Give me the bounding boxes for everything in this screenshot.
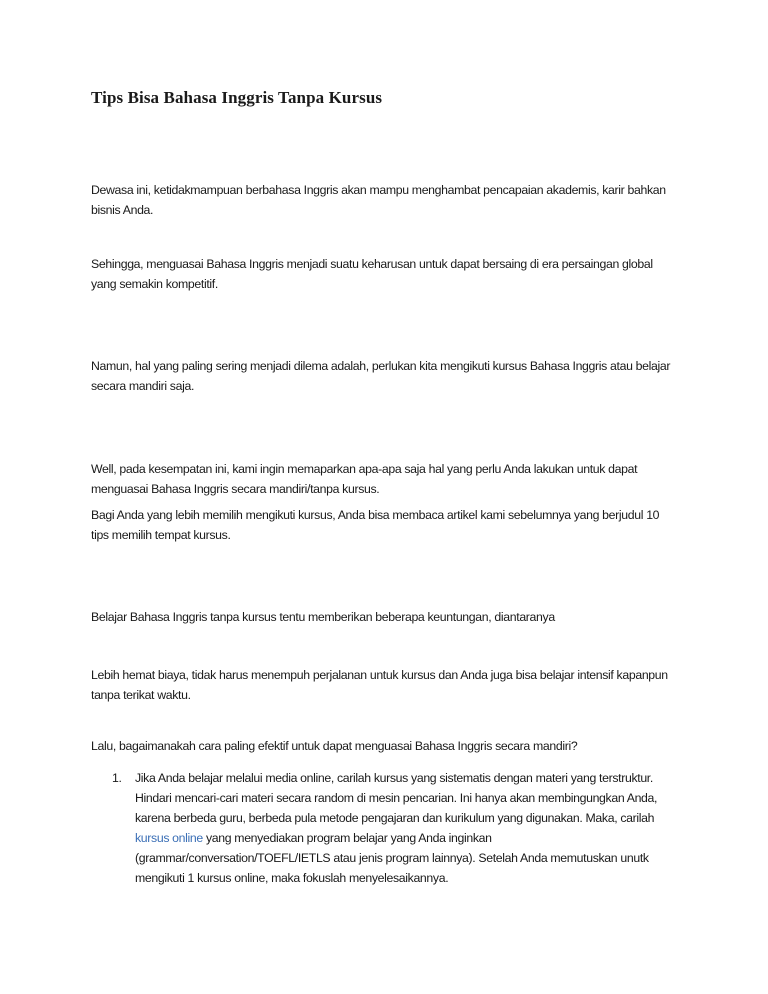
paragraph-2: Sehingga, menguasai Bahasa Inggris menjadi suatu keharusan untuk dapat bersaing di era persaingan global yang semakin kompetitif. bbox=[91, 257, 653, 291]
paragraph-1: Dewasa ini, ketidakmampuan berbahasa Inggris akan mampu menghambat pencapaian akademis, karir bahkan bisnis Anda. bbox=[91, 183, 666, 217]
list-text-after-link: yang menyediakan program belajar yang Anda inginkan (grammar/conversation/TOEFL/IETLS atau jenis program lainnya). Setelah Anda memutuskan unutk mengikuti 1 kursus online, maka fokuslah menyelesaikannya. bbox=[135, 831, 649, 885]
document-title: Tips Bisa Bahasa Inggris Tanpa Kursus bbox=[91, 88, 383, 107]
numbered-list bbox=[91, 768, 676, 888]
list-text-before-link: Jika Anda belajar melalui media online, carilah kursus yang sistematis dengan materi yang terstruktur. Hindari mencari-cari materi secara random di mesin pencarian. Ini hanya akan membingungkan Anda, karena berbeda guru, berbeda pula metode pengajaran dan kurikulum yang digunakan. Maka, carilah bbox=[135, 771, 658, 825]
kursus-online-link[interactable]: kursus online bbox=[135, 831, 203, 845]
paragraph-3: Namun, hal yang paling sering menjadi dilema adalah, perlukan kita mengikuti kursus Bahasa Inggris atau belajar secara mandiri saja. bbox=[91, 359, 671, 393]
paragraph-6: Belajar Bahasa Inggris tanpa kursus tentu memberikan beberapa keuntungan, diantaranya bbox=[91, 610, 555, 624]
list-number: 1. bbox=[112, 771, 122, 785]
paragraph-4: Well, pada kesempatan ini, kami ingin memaparkan apa-apa saja hal yang perlu Anda lakukan untuk dapat menguasai Bahasa Inggris secara mandiri/tanpa kursus. bbox=[91, 462, 638, 496]
list-item bbox=[91, 768, 676, 888]
paragraph-5: Bagi Anda yang lebih memilih mengikuti kursus, Anda bisa membaca artikel kami sebelumnya yang berjudul 10 tips memilih tempat kursus. bbox=[91, 508, 660, 542]
paragraph-7: Lebih hemat biaya, tidak harus menempuh perjalanan untuk kursus dan Anda juga bisa belajar intensif kapanpun tanpa terikat waktu. bbox=[91, 668, 668, 702]
paragraph-8: Lalu, bagaimanakah cara paling efektif untuk dapat menguasai Bahasa Inggris secara mandiri? bbox=[91, 739, 578, 753]
